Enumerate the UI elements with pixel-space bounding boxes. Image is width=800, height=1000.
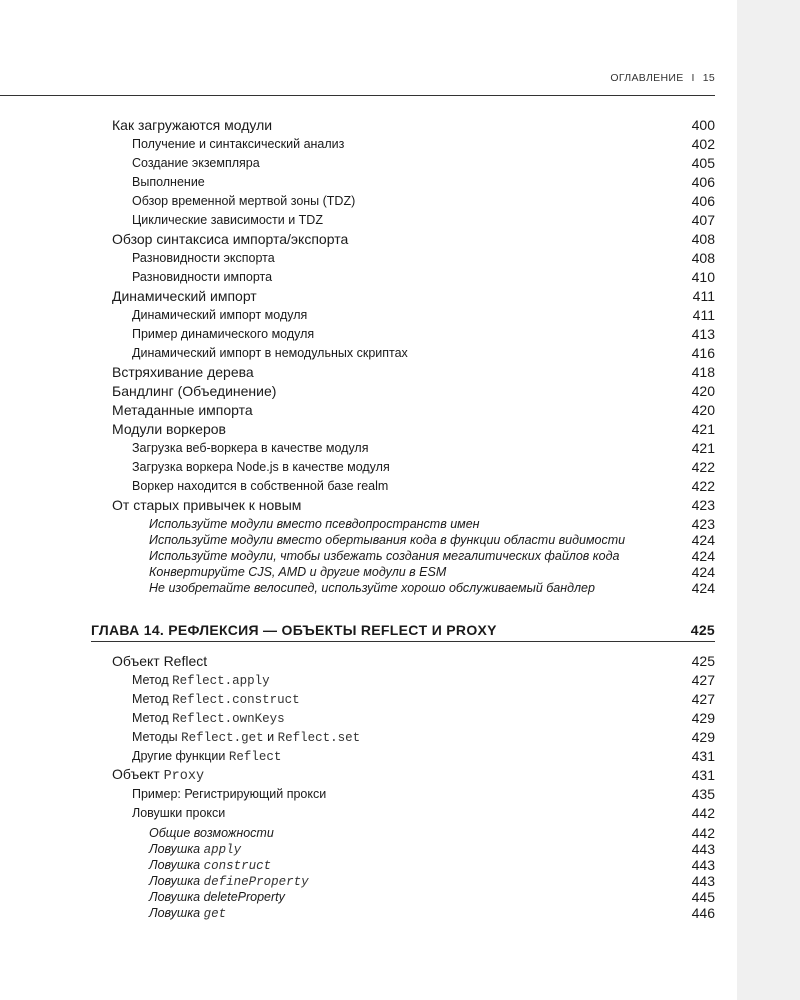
chapter-rule xyxy=(91,641,715,642)
toc-entry-title: Используйте модули вместо обертывания кода в функции области видимости xyxy=(149,533,626,547)
toc-entry-page: 429 xyxy=(691,710,715,726)
toc-entry[interactable] xyxy=(0,230,715,248)
toc-entry-page: 406 xyxy=(691,193,715,209)
toc-entry-page: 429 xyxy=(691,729,715,745)
toc-entry-code: get xyxy=(203,906,227,921)
toc-entry-prefix: Ловушка xyxy=(149,873,201,888)
toc-entry-page: 411 xyxy=(692,288,715,304)
toc-entry-page: 424 xyxy=(691,564,715,580)
toc-entry-code: Reflect xyxy=(228,749,282,764)
toc-entry-page: 423 xyxy=(691,516,715,532)
toc-entry-page: 427 xyxy=(691,691,715,707)
toc-entry-page: 442 xyxy=(691,825,715,841)
toc-entry-page: 443 xyxy=(691,873,715,889)
toc-entry-title: Динамический импорт в немодульных скриптах xyxy=(132,346,408,360)
toc-entry-code: construct xyxy=(203,858,272,873)
header-section: ОГЛАВЛЕНИЕ xyxy=(610,72,684,84)
toc-entry-title: Циклические зависимости и TDZ xyxy=(132,213,323,227)
toc-entry-title: Загрузка веб-воркера в качестве модуля xyxy=(132,441,369,455)
toc-entry-page: 421 xyxy=(691,421,715,437)
toc-entry-page: 445 xyxy=(691,889,715,905)
toc-entry-page: 402 xyxy=(691,136,715,152)
toc-entry-code: Proxy xyxy=(163,769,205,784)
toc-entry[interactable] xyxy=(0,439,715,457)
toc-entry-page: 442 xyxy=(691,805,715,821)
toc-entry-page: 435 xyxy=(691,786,715,802)
toc-entry-title: Общие возможности xyxy=(149,826,274,840)
toc-entry[interactable] xyxy=(0,671,715,689)
toc-entry-title: Бандлинг (Объединение) xyxy=(112,383,277,399)
toc-entry[interactable] xyxy=(0,728,715,746)
toc-entry-prefix: Объект xyxy=(112,766,160,782)
toc-entry-page: 413 xyxy=(691,326,715,342)
toc-entry-title: Обзор временной мертвой зоны (TDZ) xyxy=(132,194,356,208)
toc-entry-title: Пример: Регистрирующий прокси xyxy=(132,787,327,801)
toc-entry-title: Обзор синтаксиса импорта/экспорта xyxy=(112,231,349,247)
toc-entry-code: Reflect.construct xyxy=(172,692,300,707)
toc-entry-prefix: Другие функции xyxy=(132,748,226,763)
toc-entry[interactable] xyxy=(0,135,715,153)
toc-entry-page: 408 xyxy=(691,231,715,247)
toc-entry-page: 423 xyxy=(691,497,715,513)
toc-entry[interactable] xyxy=(0,709,715,727)
toc-entry-page: 420 xyxy=(691,402,715,418)
toc-entry-page: 411 xyxy=(692,307,715,323)
toc-entry[interactable] xyxy=(0,173,715,191)
toc-entry-title: Как загружаются модули xyxy=(112,117,273,133)
toc-entry-page: 422 xyxy=(691,459,715,475)
toc-entry[interactable] xyxy=(0,458,715,476)
toc-entry-page: 400 xyxy=(691,117,715,133)
toc-entry[interactable] xyxy=(0,325,715,343)
toc-entry-page: 424 xyxy=(691,548,715,564)
toc-entry[interactable] xyxy=(0,766,715,784)
chapter-heading[interactable] xyxy=(91,619,715,641)
toc-entry-page: 405 xyxy=(691,155,715,171)
toc-entry-page: 425 xyxy=(691,653,715,669)
toc-entry[interactable] xyxy=(0,579,715,597)
toc-entry-prefix: Метод xyxy=(132,710,169,725)
toc-entry[interactable] xyxy=(0,287,715,305)
toc-entry-page: 406 xyxy=(691,174,715,190)
toc-entry[interactable] xyxy=(0,382,715,400)
toc-entry-title: Используйте модули, чтобы избежать создания мегалитических файлов кода xyxy=(149,549,620,563)
toc-entry[interactable] xyxy=(0,306,715,324)
toc-entry-title: Разновидности импорта xyxy=(132,270,273,284)
toc-entry[interactable] xyxy=(0,154,715,172)
toc-entry-prefix: Ловушка xyxy=(149,841,201,856)
toc-entry-code: Reflect.ownKeys xyxy=(172,711,285,726)
toc-entry-title: Пример динамического модуля xyxy=(132,327,315,341)
toc-entry-page: 427 xyxy=(691,672,715,688)
toc-entry-page: 410 xyxy=(691,269,715,285)
toc-entry-page: 431 xyxy=(691,767,715,783)
toc-entry-title: Получение и синтаксический анализ xyxy=(132,137,345,151)
toc-entry-page: 443 xyxy=(691,841,715,857)
toc-entry-title: Воркер находится в собственной базе realm xyxy=(132,479,389,493)
toc-entry-page: 443 xyxy=(691,857,715,873)
toc-entry-title: От старых привычек к новым xyxy=(112,497,302,513)
toc-entry-page: 421 xyxy=(691,440,715,456)
toc-entry[interactable] xyxy=(0,904,715,922)
toc-entry-title: Динамический импорт модуля xyxy=(132,308,308,322)
toc-entry-title: Модули воркеров xyxy=(112,421,226,437)
toc-entry[interactable] xyxy=(0,249,715,267)
toc-entry-title: Загрузка воркера Node.js в качестве модуля xyxy=(132,460,390,474)
toc-entry[interactable] xyxy=(0,477,715,495)
toc-entry[interactable] xyxy=(0,652,715,670)
toc-entry-title: Выполнение xyxy=(132,175,205,189)
toc-entry[interactable] xyxy=(0,344,715,362)
toc-entry-title: Динамический импорт xyxy=(112,288,257,304)
toc-entry-title: Не изобретайте велосипед, используйте хорошо обслуживаемый бандлер xyxy=(149,581,595,595)
toc-entry-code: Reflect.set xyxy=(277,730,361,745)
toc-entry-title: Конвертируйте CJS, AMD и другие модули в ESM xyxy=(149,565,447,579)
toc-entry-page: 446 xyxy=(691,905,715,921)
toc-entry-prefix: Метод xyxy=(132,672,169,687)
toc-entry-title: Метаданные импорта xyxy=(112,402,253,418)
toc-entry[interactable] xyxy=(0,401,715,419)
toc-entry[interactable] xyxy=(0,496,715,514)
toc-entry[interactable] xyxy=(0,268,715,286)
toc-entry-page: 431 xyxy=(691,748,715,764)
toc-entry[interactable] xyxy=(0,804,715,822)
toc-entry-page: 408 xyxy=(691,250,715,266)
toc-entry-page: 407 xyxy=(691,212,715,228)
toc-entry-page: 422 xyxy=(691,478,715,494)
toc-entry[interactable] xyxy=(0,363,715,381)
toc-entry-prefix: Метод xyxy=(132,691,169,706)
toc-entry-code: Reflect.get xyxy=(181,730,264,745)
toc-entry[interactable] xyxy=(0,420,715,438)
toc-entry-title: Ловушки прокси xyxy=(132,806,226,820)
chapter-page: 425 xyxy=(690,622,715,638)
toc-entry-title: Разновидности экспорта xyxy=(132,251,275,265)
toc-entry-prefix: Методы xyxy=(132,729,178,744)
toc-entry[interactable] xyxy=(0,211,715,229)
toc-entry-page: 416 xyxy=(691,345,715,361)
toc-entry[interactable] xyxy=(0,192,715,210)
toc-entry[interactable] xyxy=(0,690,715,708)
toc-entry-page: 418 xyxy=(691,364,715,380)
header-separator: I xyxy=(691,72,695,84)
toc-entry-title: Используйте модули вместо псевдопространств имен xyxy=(149,517,480,531)
toc-entry-prefix: Ловушка xyxy=(149,857,201,872)
chapter-title: ГЛАВА 14. РЕФЛЕКСИЯ — ОБЪЕКТЫ REFLECT И PROXY xyxy=(91,622,497,638)
toc-entry-code: apply xyxy=(203,842,242,857)
toc-entry[interactable] xyxy=(0,747,715,765)
toc-entry-prefix: Ловушка xyxy=(149,905,201,920)
toc-entry-page: 424 xyxy=(691,580,715,596)
toc-entry-title: Встряхивание дерева xyxy=(112,364,254,380)
header-page-number: 15 xyxy=(702,72,715,84)
toc-entry-title: Ловушка deleteProperty xyxy=(149,890,285,904)
toc-entry[interactable] xyxy=(0,785,715,803)
toc-entry-page: 420 xyxy=(691,383,715,399)
toc-entry[interactable] xyxy=(0,116,715,134)
toc-entry-code: Reflect.apply xyxy=(172,673,270,688)
toc-entry-conjunction: и xyxy=(267,729,275,744)
toc-entry-page: 424 xyxy=(691,532,715,548)
toc-entry-title: Создание экземпляра xyxy=(132,156,260,170)
toc-entry-code: defineProperty xyxy=(203,874,309,889)
toc-entry-title: Объект Reflect xyxy=(112,653,208,669)
